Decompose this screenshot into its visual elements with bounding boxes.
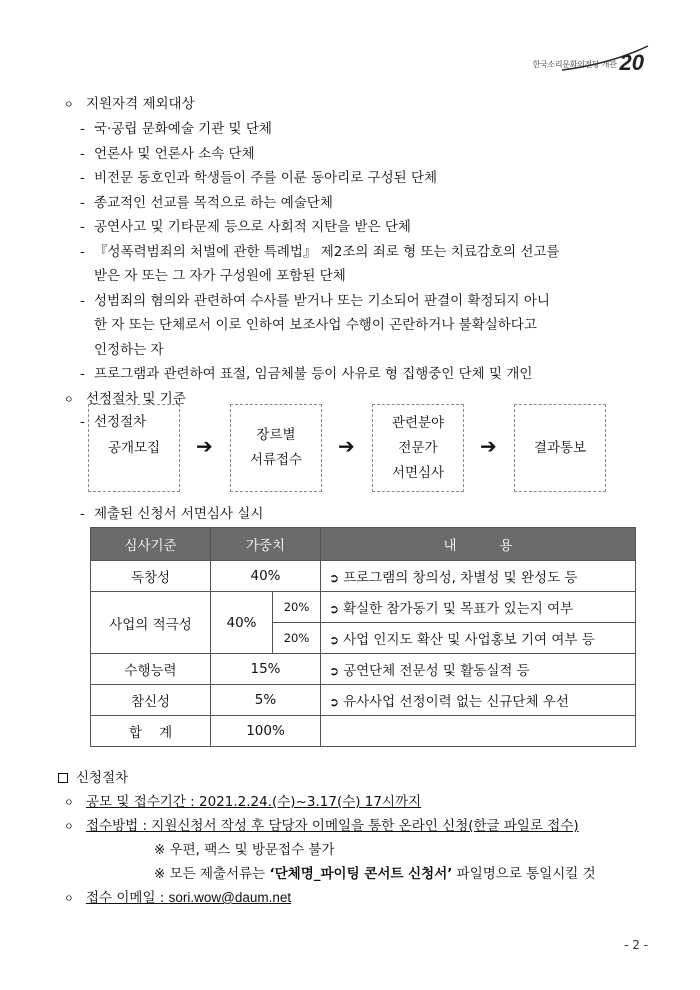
header-content: 내 용 <box>321 528 636 561</box>
exclusion-item: - 프로그램과 관련하여 표절, 임금체불 등이 사유로 형 집행중인 단체 및 개인 <box>80 366 533 382</box>
circle-bullet-icon: ㅇ <box>64 100 74 111</box>
apply-title: 신청절차 <box>58 766 128 786</box>
criteria-table <box>90 527 636 747</box>
circle-bullet-icon: ㅇ <box>64 395 74 406</box>
checkbox-square-icon <box>58 773 68 783</box>
header-criterion: 심사기준 <box>91 528 211 561</box>
flow-step-open-call: 공개모집 <box>88 404 180 492</box>
flow-step-expert-review: 관련분야 전문가 서면심사 <box>372 404 464 492</box>
exclusion-item-cont: 인정하는 자 <box>94 342 164 358</box>
arrow-right-icon: ➔ <box>338 434 355 458</box>
page-number: - 2 - <box>624 938 648 952</box>
circle-bullet-icon: ㅇ <box>64 798 74 809</box>
circle-bullet-icon: ㅇ <box>64 894 74 905</box>
table-row: 20% ➲ 사업 인지도 확산 및 사업홍보 기여 여부 등 <box>91 623 636 654</box>
table-row: 독창성 40% ➲ 프로그램의 창의성, 차별성 및 완성도 등 <box>91 561 636 592</box>
logo-text: 한국소리문화의전당 개관 <box>532 60 617 69</box>
apply-method: ㅇ 접수방법 : 지원신청서 작성 후 담당자 이메일을 통한 온라인 신청(한글 파일로 접수) <box>64 818 579 834</box>
arrow-right-icon: ➔ <box>480 434 497 458</box>
apply-period: ㅇ 공모 및 접수기간 : 2021.2.24.(수)~3.17(수) 17시까지 <box>64 794 422 810</box>
selection-subtitle: - 선정절차 <box>80 414 147 430</box>
bullet-arrow-icon: ➲ <box>329 633 340 647</box>
apply-note-no-mail: ※ 우편, 팩스 및 방문접수 불가 <box>154 842 335 858</box>
apply-email: ㅇ 접수 이메일 : sori.wow@daum.net <box>64 890 292 906</box>
bullet-arrow-icon: ➲ <box>329 602 340 616</box>
exclusion-item: - 성범죄의 혐의와 관련하여 수사를 받거나 또는 기소되어 판결이 확정되지 아니 <box>80 293 550 309</box>
bullet-arrow-icon: ➲ <box>329 695 340 709</box>
exclusion-item-cont: 받은 자 또는 그 자가 구성원에 포함된 단체 <box>94 268 346 284</box>
bullet-arrow-icon: ➲ <box>329 571 340 585</box>
table-header-row <box>91 528 636 561</box>
selection-title: ㅇ 선정절차 및 기준 <box>64 391 186 407</box>
logo-arc-icon <box>560 44 650 74</box>
exclusion-item: - 공연사고 및 기타문제 등으로 사회적 지탄을 받은 단체 <box>80 219 411 235</box>
table-row-total: 합 계 100% <box>91 716 636 747</box>
arrow-right-icon: ➔ <box>196 434 213 458</box>
email-link[interactable]: sori.wow@daum.net <box>168 890 292 905</box>
logo-number: 20 <box>619 50 644 75</box>
apply-note-filename: ※ 모든 제출서류는 ‘단체명_파이팅 콘서트 신청서’ 파일명으로 통일시킬 것 <box>154 866 596 882</box>
header-weight: 가중치 <box>211 528 321 561</box>
table-row: 참신성 5% ➲ 유사사업 선정이력 없는 신규단체 우선 <box>91 685 636 716</box>
exclusion-item: - 국·공립 문화예술 기관 및 단체 <box>80 121 272 137</box>
exclusion-title: ㅇ 지원자격 제외대상 <box>64 96 195 112</box>
exclusion-item-cont: 한 자 또는 단체로서 이로 인하여 보조사업 수행이 곤란하거나 불확실하다고 <box>94 317 537 333</box>
exclusion-item: - 종교적인 선교를 목적으로 하는 예술단체 <box>80 195 333 211</box>
header-logo <box>533 52 644 74</box>
exclusion-item: - 비전문 동호인과 학생들이 주를 이룬 동아리로 구성된 단체 <box>80 170 438 186</box>
flow-step-document-submission: 장르별 서류접수 <box>230 404 322 492</box>
bullet-arrow-icon: ➲ <box>329 664 340 678</box>
circle-bullet-icon: ㅇ <box>64 822 74 833</box>
table-row: 사업의 적극성 40% 20% ➲ 확실한 참가동기 및 목표가 있는지 여부 <box>91 592 636 623</box>
flow-step-result-notice: 결과통보 <box>514 404 606 492</box>
table-row: 수행능력 15% ➲ 공연단체 전문성 및 활동실적 등 <box>91 654 636 685</box>
exclusion-item: - 『성폭력범죄의 처벌에 관한 특례법』 제2조의 죄로 형 또는 치료감호의 선고를 <box>80 244 560 260</box>
exclusion-item: - 언론사 및 언론사 소속 단체 <box>80 146 255 162</box>
review-note: - 제출된 신청서 서면심사 실시 <box>80 506 264 522</box>
